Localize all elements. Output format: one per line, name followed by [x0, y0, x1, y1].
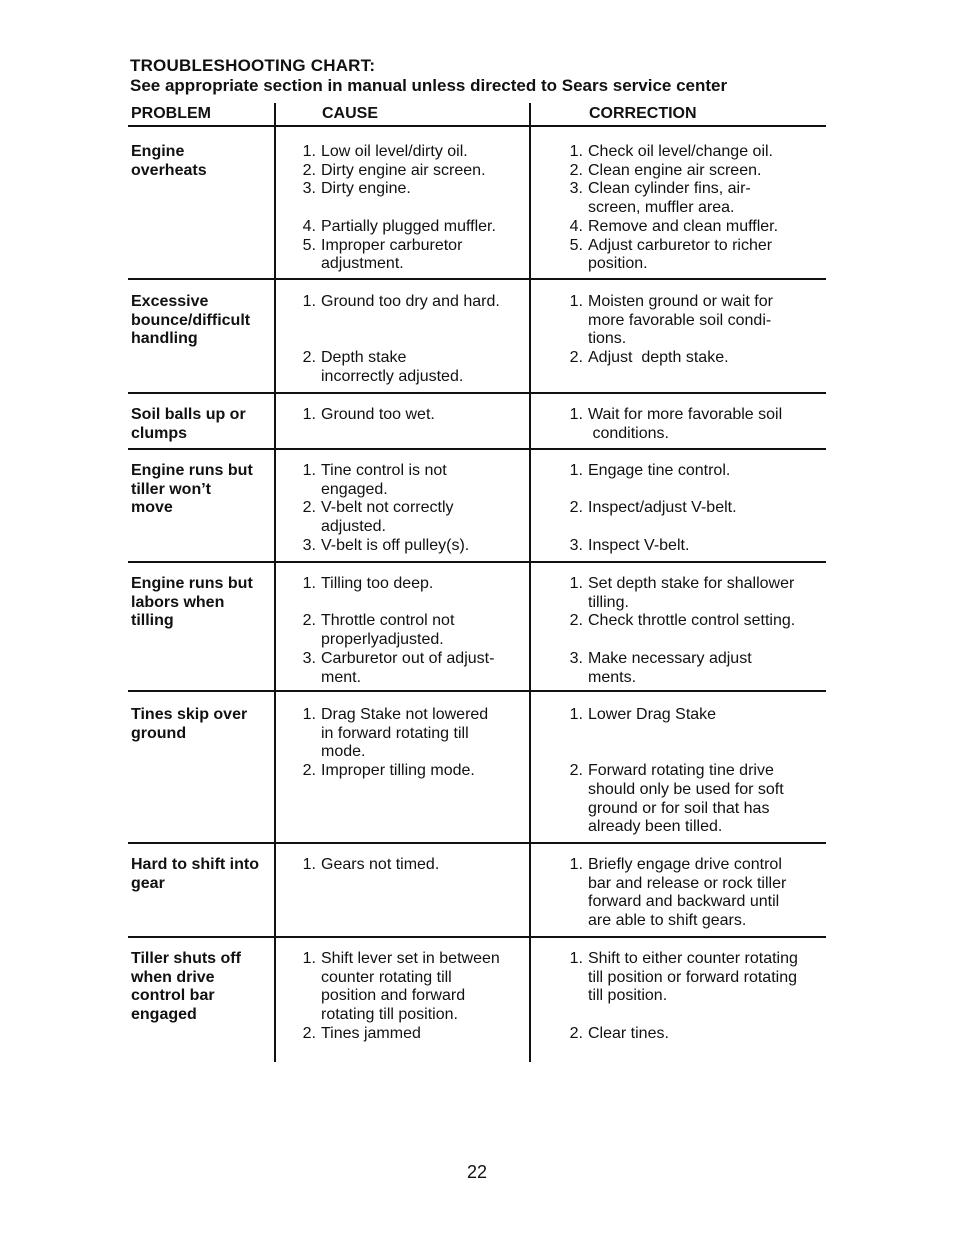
item-text-line: till position or forward rotating: [588, 968, 797, 986]
item-text-line: should only be used for soft: [588, 780, 784, 798]
item-text: [321, 1025, 421, 1044]
item-text-line: Set depth stake for shallower: [588, 575, 795, 592]
problem-line: tilling: [131, 612, 174, 630]
item-text-line: Clear tines.: [588, 1024, 669, 1042]
item-text-line: Drag Stake not lowered: [321, 706, 489, 723]
item-number: 2.: [302, 612, 316, 630]
item-number: 1.: [302, 950, 316, 967]
item-text: [588, 162, 761, 181]
item-text-line: Forward rotating tine drive: [588, 762, 774, 780]
item-text: [321, 575, 433, 594]
item-number: 2.: [569, 499, 583, 517]
item-number: 1.: [569, 575, 583, 592]
item-text: [588, 293, 773, 349]
item-number: 1.: [569, 706, 583, 723]
item-number: 1.: [302, 856, 316, 873]
chart-title: TROUBLESHOOTING CHART:: [130, 56, 376, 75]
item-text: [588, 406, 782, 443]
item-text: [588, 762, 784, 837]
item-text-line: counter rotating till: [321, 968, 452, 986]
item-number: 2.: [302, 1024, 316, 1042]
item-number: 5.: [302, 236, 316, 254]
item-number: 1.: [569, 856, 583, 873]
item-text: [588, 612, 795, 631]
item-text-line: Inspect/adjust V-belt.: [588, 499, 737, 517]
item-text: [321, 537, 469, 556]
item-text: [321, 406, 435, 425]
problem-line: bounce/difficult: [131, 311, 251, 329]
row-rule: [128, 936, 826, 938]
item-text-line: position and forward: [321, 987, 466, 1005]
item-text-line: Depth stake: [321, 349, 407, 367]
problem-line: control bar: [131, 987, 215, 1005]
item-number: 3.: [302, 536, 316, 554]
column-divider-right: [529, 103, 531, 1062]
row-rule: [128, 448, 826, 450]
item-text-line: Adjust depth stake.: [588, 349, 729, 367]
problem-line: Tines skip over: [131, 706, 248, 723]
item-text-line: rotating till position.: [321, 1006, 458, 1024]
header-rule: [128, 125, 826, 127]
row-rule: [128, 392, 826, 394]
item-text: [321, 462, 447, 499]
item-text-line: adjustment.: [321, 255, 404, 273]
item-text: [588, 462, 730, 481]
item-text-line: Briefly engage drive control: [588, 856, 782, 873]
column-header-problem: PROBLEM: [131, 105, 211, 122]
problem-cell: [131, 462, 253, 518]
item-text: [321, 218, 496, 237]
problem-line: Hard to shift into: [131, 856, 259, 873]
problem-line: engaged: [131, 1006, 197, 1024]
problem-line: clumps: [131, 424, 188, 442]
item-text-line: tions.: [588, 330, 627, 348]
item-text: [321, 499, 454, 536]
item-text: [588, 237, 772, 274]
item-number: 1.: [569, 462, 583, 479]
item-number: 1.: [302, 143, 316, 160]
item-text-line: already been tilled.: [588, 818, 723, 836]
item-text-line: ment.: [321, 668, 362, 686]
item-text: [321, 950, 500, 1025]
problem-line: Tiller shuts off: [131, 950, 241, 967]
item-text-line: more favorable soil condi-: [588, 311, 772, 329]
problem-cell: [131, 706, 247, 743]
item-number: 2.: [302, 161, 316, 179]
item-text-line: properlyadjusted.: [321, 631, 444, 649]
item-text-line: Lower Drag Stake: [588, 706, 717, 723]
item-text-line: are able to shift gears.: [588, 912, 747, 930]
row-rule: [128, 278, 826, 280]
problem-cell: [131, 293, 250, 349]
item-number: 1.: [302, 706, 316, 723]
column-header-correction: CORRECTION: [589, 105, 697, 122]
item-text: [321, 162, 486, 181]
item-text-line: Shift lever set in between: [321, 950, 500, 967]
item-text-line: Clean cylinder fins, air-: [588, 180, 751, 198]
problem-line: when drive: [131, 968, 215, 986]
item-text-line: Ground too wet.: [321, 406, 435, 423]
problem-line: Soil balls up or: [131, 406, 246, 423]
item-text-line: engaged.: [321, 480, 388, 498]
item-number: 3.: [569, 536, 583, 554]
item-text: [588, 499, 737, 518]
item-text-line: Tine control is not: [321, 462, 447, 479]
item-text-line: Dirty engine.: [321, 180, 411, 198]
problem-line: Excessive: [131, 293, 209, 310]
item-text-line: Gears not timed.: [321, 856, 440, 873]
item-number: 2.: [569, 762, 583, 780]
item-text: [588, 575, 794, 612]
item-number: 2.: [569, 349, 583, 367]
item-text-line: Check throttle control setting.: [588, 612, 796, 630]
problem-cell: [131, 856, 259, 893]
problem-line: tiller won’t: [131, 480, 211, 498]
item-number: 1.: [569, 143, 583, 160]
item-text: [588, 143, 773, 162]
item-text: [588, 180, 751, 217]
item-text-line: till position.: [588, 987, 668, 1005]
item-number: 5.: [569, 236, 583, 254]
item-text-line: V-belt is off pulley(s).: [321, 536, 470, 554]
item-text: [588, 706, 716, 725]
item-number: 2.: [569, 612, 583, 630]
problem-line: Engine runs but: [131, 462, 253, 479]
item-number: 2.: [569, 161, 583, 179]
problem-line: overheats: [131, 161, 207, 179]
item-text-line: Make necessary adjust: [588, 649, 752, 667]
item-text-line: Clean engine air screen.: [588, 161, 762, 179]
item-number: 1.: [569, 950, 583, 967]
item-text: [321, 762, 475, 781]
row-rule: [128, 690, 826, 692]
item-text-line: Adjust carburetor to richer: [588, 236, 773, 254]
item-number: 3.: [569, 649, 583, 667]
item-text-line: forward and backward until: [588, 893, 780, 911]
item-text: [588, 218, 778, 237]
item-text: [588, 537, 689, 556]
item-text-line: screen, muffler area.: [588, 199, 735, 217]
item-text: [321, 650, 494, 687]
problem-cell: [131, 575, 253, 631]
item-number: 2.: [302, 349, 316, 367]
item-text-line: Carburetor out of adjust-: [321, 649, 495, 667]
item-text: [588, 950, 798, 1006]
item-text-line: Improper tilling mode.: [321, 762, 475, 780]
problem-line: ground: [131, 724, 187, 742]
item-number: 3.: [302, 180, 316, 198]
item-text-line: bar and release or rock tiller: [588, 874, 787, 892]
item-text: [321, 293, 500, 312]
item-text-line: in forward rotating till: [321, 724, 469, 742]
item-text-line: Check oil level/change oil.: [588, 143, 773, 160]
item-text-line: tilling.: [588, 593, 629, 611]
item-text: [321, 180, 411, 199]
item-text-line: Inspect V-belt.: [588, 536, 690, 554]
problem-line: Engine: [131, 143, 185, 160]
problem-cell: [131, 406, 246, 443]
item-number: 1.: [569, 293, 583, 310]
item-text-line: incorrectly adjusted.: [321, 367, 464, 385]
column-divider-left: [274, 103, 276, 1062]
item-text-line: adjusted.: [321, 518, 386, 536]
page-number: 22: [466, 1162, 488, 1182]
item-text: [321, 706, 488, 762]
item-number: 2.: [569, 1024, 583, 1042]
item-number: 2.: [302, 762, 316, 780]
item-text: [588, 1025, 669, 1044]
item-number: 1.: [302, 406, 316, 423]
item-text-line: Engage tine control.: [588, 462, 731, 479]
item-text: [588, 856, 786, 931]
item-text-line: Low oil level/dirty oil.: [321, 143, 468, 160]
chart-subtitle: See appropriate section in manual unless directed to Sears service center: [130, 76, 728, 95]
item-text-line: Partially plugged muffler.: [321, 217, 496, 235]
problem-line: move: [131, 499, 173, 517]
item-text: [321, 349, 463, 386]
item-number: 2.: [302, 499, 316, 517]
item-text-line: Throttle control not: [321, 612, 455, 630]
item-number: 4.: [302, 217, 316, 235]
row-rule: [128, 561, 826, 563]
item-text-line: V-belt not correctly: [321, 499, 454, 517]
item-text-line: Tilling too deep.: [321, 575, 434, 592]
item-text: [321, 856, 439, 875]
item-number: 1.: [302, 462, 316, 479]
item-number: 3.: [302, 649, 316, 667]
problem-cell: [131, 950, 241, 1025]
item-text-line: Ground too dry and hard.: [321, 293, 500, 310]
item-text: [321, 143, 468, 162]
item-number: 4.: [569, 217, 583, 235]
item-text: [321, 237, 462, 274]
item-text: [588, 349, 729, 368]
item-text-line: Moisten ground or wait for: [588, 293, 773, 310]
item-text-line: mode.: [321, 743, 366, 761]
item-text-line: conditions.: [588, 424, 669, 442]
item-text-line: Improper carburetor: [321, 236, 463, 254]
problem-line: Engine runs but: [131, 575, 253, 592]
problem-line: gear: [131, 874, 165, 892]
item-text-line: Shift to either counter rotating: [588, 950, 798, 967]
row-rule: [128, 842, 826, 844]
item-text-line: Tines jammed: [321, 1024, 421, 1042]
item-text-line: ments.: [588, 668, 637, 686]
item-text-line: position.: [588, 255, 648, 273]
column-header-cause: CAUSE: [322, 105, 379, 122]
item-text: [588, 650, 752, 687]
problem-cell: [131, 143, 207, 180]
item-number: 1.: [302, 293, 316, 310]
problem-line: labors when: [131, 593, 225, 611]
item-number: 1.: [302, 575, 316, 592]
item-text: [321, 612, 454, 649]
item-text-line: Wait for more favorable soil: [588, 406, 783, 423]
item-text-line: Remove and clean muffler.: [588, 217, 779, 235]
problem-line: handling: [131, 330, 198, 348]
item-text-line: ground or for soil that has: [588, 799, 770, 817]
item-text-line: Dirty engine air screen.: [321, 161, 486, 179]
item-number: 1.: [569, 406, 583, 423]
item-number: 3.: [569, 180, 583, 198]
